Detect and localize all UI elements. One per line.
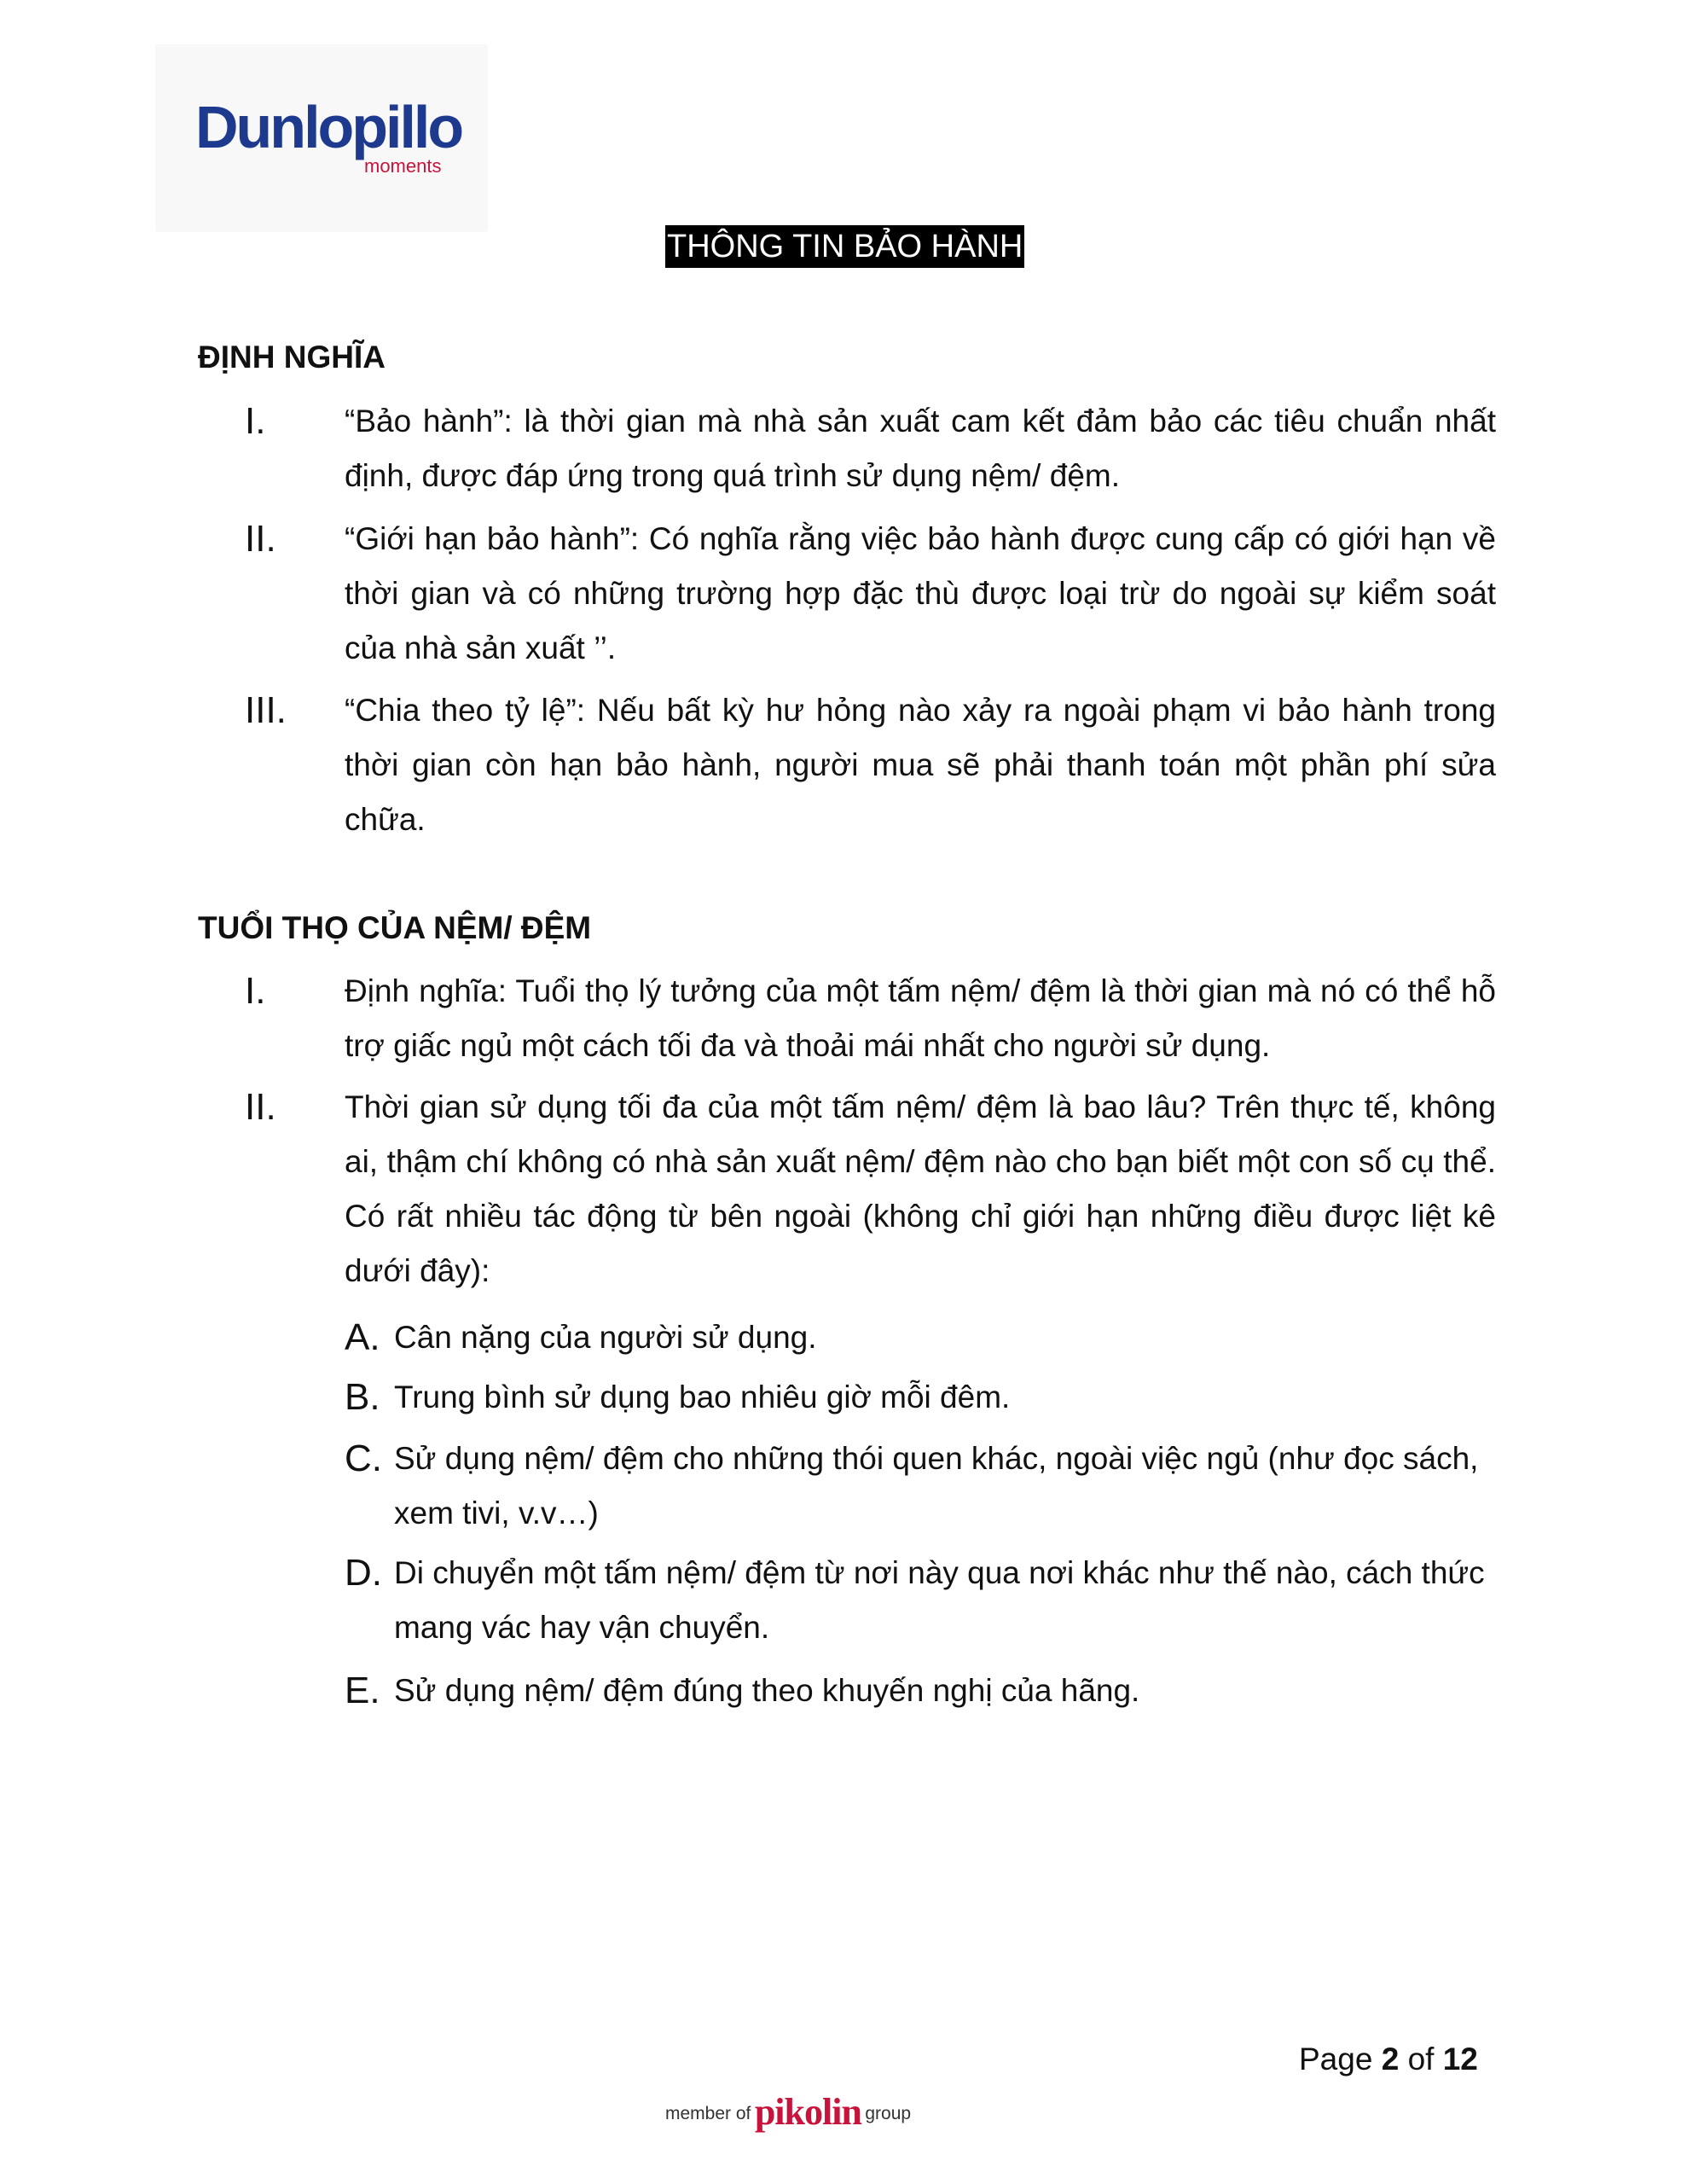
page-current: 2 <box>1381 2042 1400 2077</box>
item-text: “Chia theo tỷ lệ”: Nếu bất kỳ hư hỏng nào xảy ra ngoài phạm vi bảo hành trong thời gian còn hạn bảo hành, người mua sẽ phải thanh toán một phần phí sửa chữa. <box>345 693 1496 837</box>
section-heading-lifespan: TUỔI THỌ CỦA NỆM/ ĐỆM <box>198 910 592 945</box>
item-text: “Bảo hành”: là thời gian mà nhà sản xuất cam kết đảm bảo các tiêu chuẩn nhất định, được đáp ứng trong quá trình sử dụng nệm/ đệm. <box>345 404 1496 493</box>
sub-item-letter: D. <box>345 1552 382 1594</box>
item-numeral: I. <box>245 970 266 1012</box>
member-suffix: group <box>865 2104 912 2123</box>
sub-item-text: Sử dụng nệm/ đệm cho những thói quen khác, ngoài việc ngủ (như đọc sách, xem tivi, v.v…) <box>394 1441 1479 1531</box>
item-text: Định nghĩa: Tuổi thọ lý tưởng của một tấm nệm/ đệm là thời gian mà nó có thể hỗ trợ giấc ngủ một cách tối đa và thoải mái nhất cho người sử dụng. <box>345 973 1496 1063</box>
item-text: “Giới hạn bảo hành”: Có nghĩa rằng việc bảo hành được cung cấp có giới hạn về thời gian và có những trường hợp đặc thù được loại trừ do ngoài sự kiểm soát của nhà sản xuất ’’. <box>345 521 1496 665</box>
page-of: of <box>1407 2042 1435 2077</box>
section-heading-definitions: ĐỊNH NGHĨA <box>198 340 386 375</box>
sub-item-letter: B. <box>345 1376 380 1418</box>
sub-item-text: Sử dụng nệm/ đệm đúng theo khuyến nghị của hãng. <box>394 1673 1140 1708</box>
item-numeral: III. <box>245 689 287 731</box>
sub-item-letter: C. <box>345 1438 382 1479</box>
sub-item-letter: E. <box>345 1670 380 1711</box>
page-title: THÔNG TIN BẢO HÀNH <box>665 225 1024 268</box>
member-brand: pikolin <box>754 2091 861 2133</box>
sub-item-text: Di chuyển một tấm nệm/ đệm từ nơi này qua nơi khác như thế nào, cách thức mang vác hay vận chuyển. <box>394 1555 1485 1645</box>
item-numeral: II. <box>245 518 276 560</box>
page-number <box>1299 2042 1478 2077</box>
member-prefix: member of <box>665 2104 751 2123</box>
sub-item-letter: A. <box>345 1316 380 1358</box>
logo-tagline: moments <box>364 155 442 177</box>
logo <box>155 44 488 232</box>
sub-item-text: Cân nặng của người sử dụng. <box>394 1320 817 1355</box>
item-numeral: II. <box>245 1086 276 1128</box>
page-total: 12 <box>1442 2042 1478 2077</box>
item-numeral: I. <box>245 400 266 442</box>
page-label: Page <box>1299 2042 1373 2077</box>
footer-member-logo <box>665 2090 911 2134</box>
item-text: Thời gian sử dụng tối đa của một tấm nệm/ đệm là bao lâu? Trên thực tế, không ai, thậm chí không có nhà sản xuất nệm/ đệm nào cho bạn biết một con số cụ thể. Có rất nhiều tác động từ bên ngoài (không chỉ giới hạn những điều được liệt kê dưới đây): <box>345 1089 1496 1288</box>
logo-brand: Dunlopillo <box>195 94 462 160</box>
sub-item-text: Trung bình sử dụng bao nhiêu giờ mỗi đêm. <box>394 1380 1011 1414</box>
